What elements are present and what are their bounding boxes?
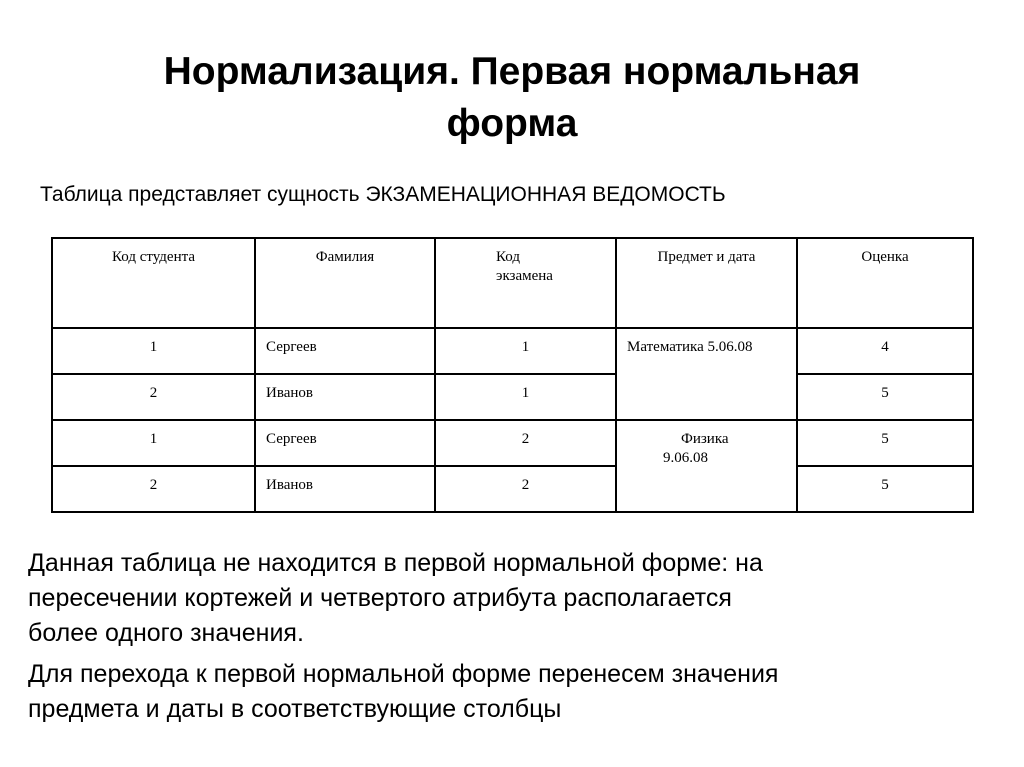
cell-exam-code: 2 [435, 420, 616, 466]
conclusion-line: предмета и даты в соответствующие столбцы [28, 695, 562, 723]
table-header-row [52, 238, 973, 328]
cell-surname: Сергеев [255, 420, 435, 466]
cell-student-code: 2 [52, 466, 255, 512]
cell-student-code: 2 [52, 374, 255, 420]
exam-record-table [51, 237, 974, 513]
cell-student-code: 1 [52, 328, 255, 374]
header-subject-date: Предмет и дата [616, 238, 797, 328]
header-exam-code-line1: Код [496, 249, 520, 265]
cell-subject-date [616, 420, 797, 512]
conclusion-paragraph [28, 657, 998, 727]
subject-name: Физика [681, 431, 729, 447]
title-line-2: форма [446, 102, 578, 145]
cell-grade: 5 [797, 466, 973, 512]
explanation-line: пересечении кортежей и четвертого атрибута располагается [28, 584, 732, 612]
table-row [52, 420, 973, 466]
title-line-1: Нормализация. Первая нормальная [163, 50, 861, 93]
cell-exam-code: 1 [435, 374, 616, 420]
table-row [52, 466, 973, 512]
cell-grade: 5 [797, 374, 973, 420]
cell-grade: 5 [797, 420, 973, 466]
header-surname: Фамилия [255, 238, 435, 328]
header-student-code: Код студента [52, 238, 255, 328]
table-row [52, 328, 973, 374]
slide-title [0, 46, 1024, 150]
explanation-line: более одного значения. [28, 619, 304, 647]
header-grade: Оценка [797, 238, 973, 328]
cell-surname: Сергеев [255, 328, 435, 374]
header-exam-code-line2: экзамена [496, 268, 553, 284]
table-row [52, 374, 973, 420]
cell-exam-code: 2 [435, 466, 616, 512]
header-exam-code [435, 238, 616, 328]
cell-surname: Иванов [255, 466, 435, 512]
table-caption: Таблица представляет сущность ЭКЗАМЕНАЦИОННАЯ ВЕДОМОСТЬ [40, 183, 726, 206]
cell-subject-date: Математика 5.06.08 [616, 328, 797, 420]
cell-grade: 4 [797, 328, 973, 374]
cell-exam-code: 1 [435, 328, 616, 374]
explanation-paragraph [28, 546, 998, 651]
subject-date: 9.06.08 [663, 450, 708, 466]
explanation-line: Данная таблица не находится в первой нормальной форме: на [28, 549, 763, 577]
cell-student-code: 1 [52, 420, 255, 466]
cell-surname: Иванов [255, 374, 435, 420]
conclusion-line: Для перехода к первой нормальной форме перенесем значения [28, 660, 779, 688]
